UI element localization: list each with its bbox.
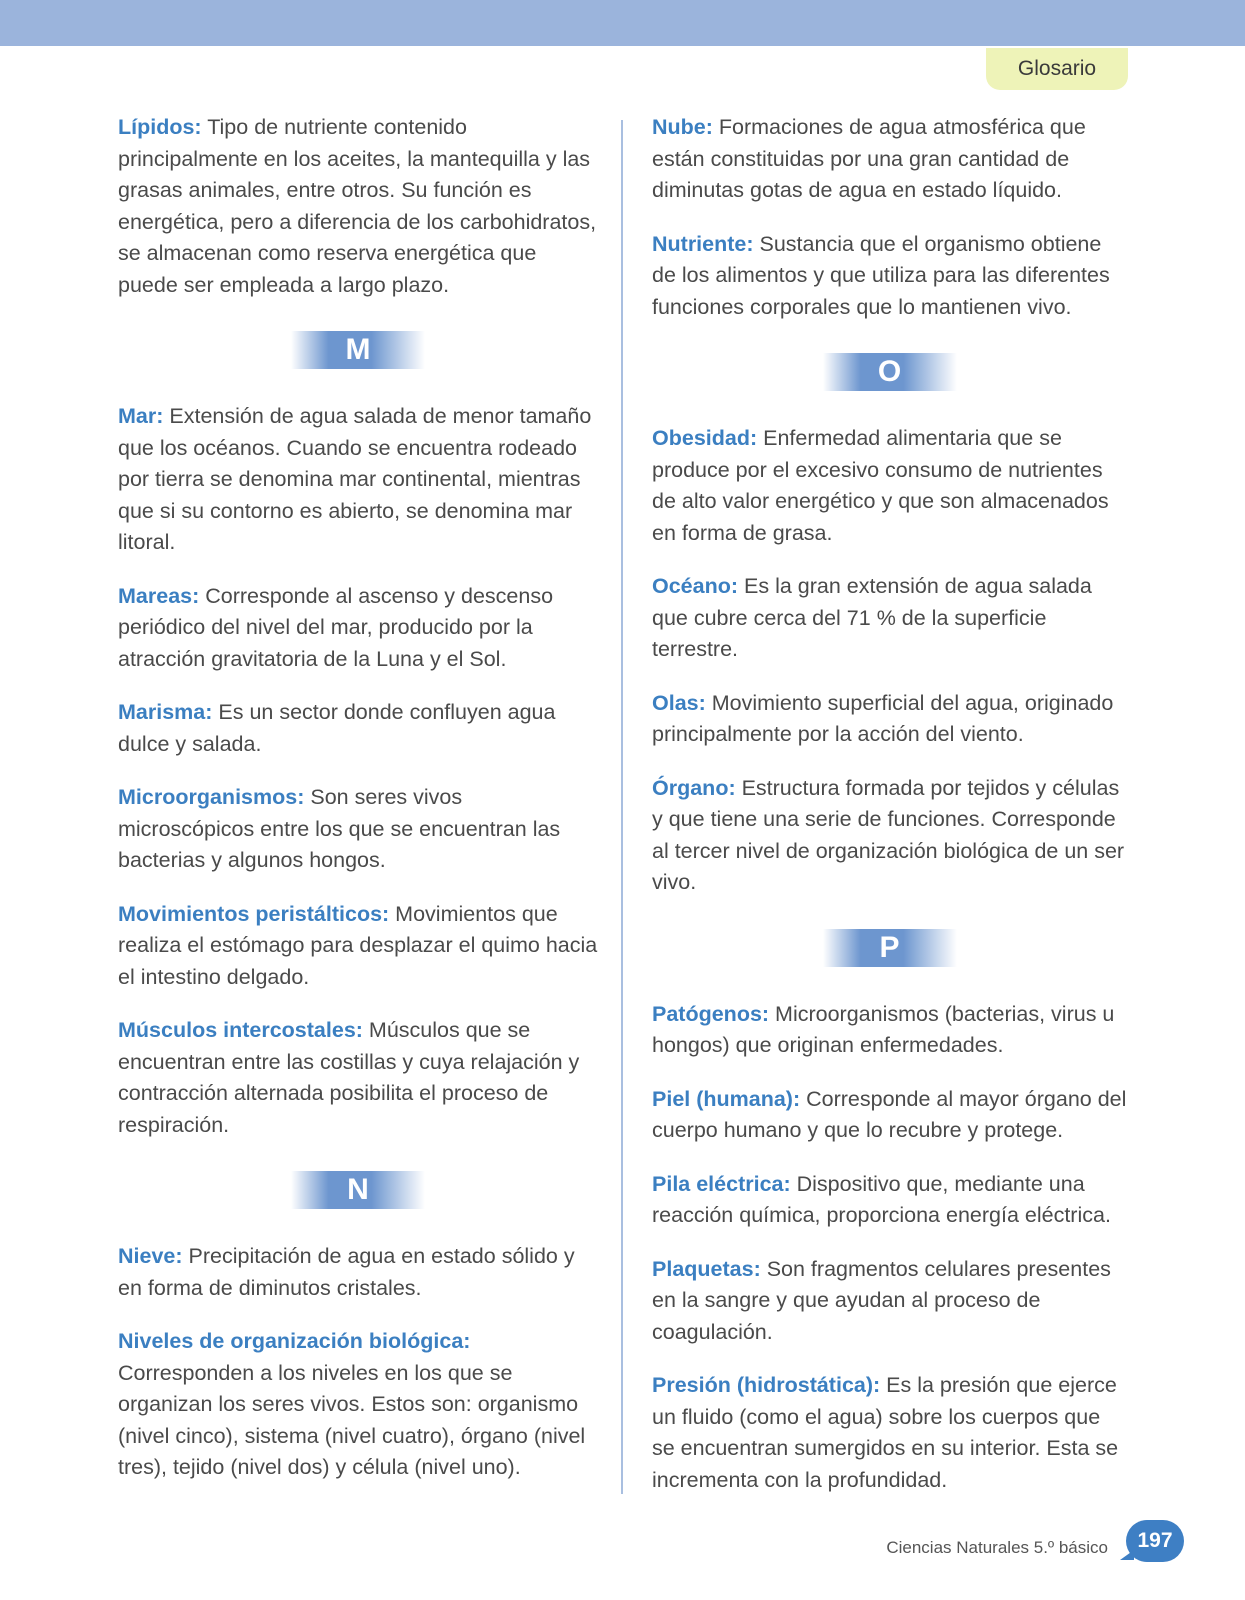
glossary-definition: Microorganismos (bacterias, virus u hongos) que originan enfermedades. (652, 1001, 1115, 1057)
glossary-definition: Formaciones de agua atmosférica que están constituidas por una gran cantidad de diminutas gotas de agua en estado líquido. (652, 115, 1086, 202)
glossary-definition: Sustancia que el organismo obtiene de los alimentos y que utiliza para las diferentes funciones corporales que lo mantienen vivo. (652, 231, 1110, 319)
glossary-entry (652, 1254, 1127, 1349)
glossary-definition: Es la gran extensión de agua salada que cubre cerca del 71 % de la superficie terrestre. (652, 574, 1092, 661)
section-tab: Glosario (986, 48, 1128, 90)
glossary-term: Nieve: (118, 1244, 183, 1268)
book-title: Ciencias Naturales 5.º básico (886, 1538, 1108, 1557)
glossary-term: Piel (humana): (652, 1086, 801, 1111)
glossary-entry (652, 571, 1127, 666)
glossary-term: Patógenos: (652, 1001, 770, 1026)
glossary-entry (652, 112, 1127, 207)
letter-divider (118, 1171, 598, 1209)
glossary-entry (652, 423, 1127, 549)
glossary-term: Nutriente: (652, 231, 754, 256)
glossary-entry (118, 899, 598, 994)
glossary-term: Niveles de organización biológica: (118, 1329, 471, 1353)
letter-heading-m: M (291, 331, 425, 369)
glossary-term: Océano: (652, 574, 739, 598)
left-column (118, 112, 598, 1506)
glossary-entry (652, 229, 1127, 324)
glossary-term: Obesidad: (652, 426, 758, 450)
glossary-entry (118, 1015, 598, 1141)
glossary-term: Órgano: (652, 775, 736, 800)
glossary-entry (118, 401, 598, 559)
glossary-term: Mareas: (118, 583, 200, 608)
glossary-definition: Corresponden a los niveles en los que se organizan los seres vivos. Estos son: organismo (nivel cinco), sistema (nivel cuatro), órgano (nivel tres), tejido (nivel dos) y célula (nivel uno). (118, 1360, 586, 1479)
right-column (652, 112, 1127, 1518)
letter-heading-o: O (823, 353, 957, 391)
glossary-entry (652, 999, 1127, 1062)
page-number-badge: 197 (1126, 1520, 1184, 1562)
glossary-term: Microorganismos: (118, 785, 305, 809)
glossary-term: Olas: (652, 690, 706, 715)
glossary-definition: Precipitación de agua en estado sólido y en forma de diminutos cristales. (118, 1244, 575, 1300)
glossary-definition: Tipo de nutriente contenido principalmente en los aceites, la mantequilla y las grasas animales, entre otros. Su función es energética, pero a diferencia de los carbohidratos, se almacenan como reserva energética que puede ser empleada a largo plazo. (118, 115, 597, 297)
glossary-entry (652, 1169, 1127, 1232)
glossary-definition: Movimiento superficial del agua, originado principalmente por la acción del viento. (652, 690, 1114, 746)
glossary-term: Pila eléctrica: (652, 1171, 791, 1196)
glossary-definition: Corresponde al mayor órgano del cuerpo humano y que lo recubre y protege. (652, 1086, 1127, 1142)
glossary-definition: Estructura formada por tejidos y células y que tiene una serie de funciones. Corresponde al tercer nivel de organización biológica de un ser vivo. (652, 775, 1125, 894)
glossary-definition: Son fragmentos celulares presentes en la sangre y que ayudan al proceso de coagulación. (652, 1256, 1111, 1344)
glossary-definition: Es la presión que ejerce un fluido (como el agua) sobre los cuerpos que se encuentran sumergidos en su interior. Esta se incrementa con la profundidad. (652, 1373, 1119, 1492)
glossary-definition: Extensión de agua salada de menor tamaño que los océanos. Cuando se encuentra rodeado por tierra se denomina mar continental, mientras que si su contorno es abierto, se denomina mar litoral. (118, 404, 592, 554)
glossary-definition: Dispositivo que, mediante una reacción química, proporciona energía eléctrica. (652, 1171, 1111, 1227)
top-header-band (0, 0, 1245, 46)
letter-divider (652, 929, 1127, 967)
glossary-entry (118, 112, 598, 301)
glossary-definition: Es un sector donde confluyen agua dulce y salada. (118, 700, 556, 756)
glossary-entry (118, 581, 598, 676)
column-divider (621, 120, 623, 1494)
glossary-term: Marisma: (118, 700, 213, 724)
glossary-entry (652, 1370, 1127, 1496)
glossary-term: Nube: (652, 115, 713, 139)
glossary-term: Mar: (118, 404, 164, 428)
glossary-definition: Músculos que se encuentran entre las costillas y cuya relajación y contracción alternada posibilita el proceso de respiración. (118, 1018, 580, 1137)
glossary-entry (652, 773, 1127, 899)
glossary-definition: Corresponde al ascenso y descenso periódico del nivel del mar, producido por la atracción gravitatoria de la Luna y el Sol. (118, 583, 554, 671)
glossary-entry (118, 782, 598, 877)
glossary-entry (652, 688, 1127, 751)
glossary-entry (118, 1241, 598, 1304)
glossary-term: Presión (hidrostática): (652, 1373, 881, 1397)
letter-heading-n: N (291, 1171, 425, 1209)
glossary-entry (118, 697, 598, 760)
glossary-definition: Movimientos que realiza el estómago para desplazar el quimo hacia el intestino delgado. (118, 901, 598, 989)
glossary-term: Plaquetas: (652, 1256, 761, 1281)
letter-divider (652, 353, 1127, 391)
glossary-term: Movimientos peristálticos: (118, 901, 390, 926)
glossary-term: Músculos intercostales: (118, 1018, 363, 1042)
letter-heading-p: P (823, 929, 957, 967)
letter-divider (118, 331, 598, 369)
glossary-entry (652, 1084, 1127, 1147)
glossary-definition: Son seres vivos microscópicos entre los que se encuentran las bacterias y algunos hongos. (118, 785, 561, 872)
glossary-definition: Enfermedad alimentaria que se produce por el excesivo consumo de nutrientes de alto valor energético y que son almacenados en forma de grasa. (652, 426, 1109, 545)
glossary-entry (118, 1326, 598, 1484)
glossary-term: Lípidos: (118, 115, 202, 139)
